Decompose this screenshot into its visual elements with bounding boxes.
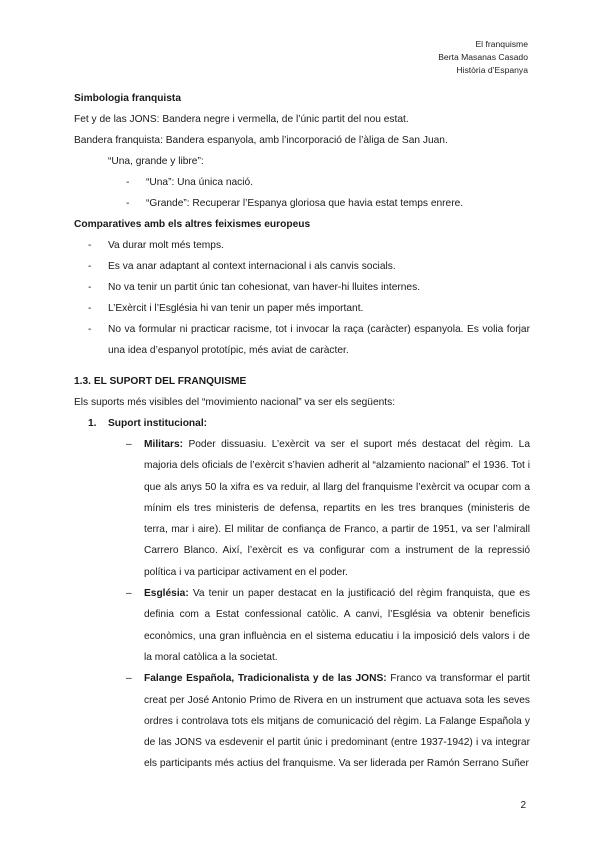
bullet-dash: - [88,240,92,251]
bullet-dash: - [88,324,92,335]
comparative-item [74,256,530,277]
support-falange-label: Falange Española, Tradicionalista y de las JONS: [144,673,387,685]
support-esglesia [74,583,530,668]
page-header [438,38,528,77]
comparatives-heading: Comparatives amb els altres feixismes europeus [74,219,311,230]
support-esglesia-text: Va tenir un paper destacat en la justificació del règim franquista, que es definia com a Estat confessional catòlic. A canvi, l’Església va obtenir beneficis econòmics, una gran influència en el sistema educatiu i la imposició dels valors i de la moral catòlica a la societat. [144,588,530,663]
motto-sub-item-text: “Grande”: Recuperar l’Espanya gloriosa que havia estat temps enrere. [146,198,464,209]
bullet-en-dash: – [126,588,132,600]
bullet-dash: - [126,177,130,188]
numbered-item [74,413,530,434]
numbered-item-label: Suport institucional: [108,418,208,429]
section-intro: Els suports més visibles del “movimiento nacional” va ser els següents: [74,397,396,408]
comparative-item-text: No va tenir un partit únic tan cohesionat, van haver-hi lluites internes. [108,282,421,293]
section-heading: 1.3. EL SUPORT DEL FRANQUISME [74,376,247,387]
item-number: 1. [88,418,97,429]
comparative-item [74,277,530,298]
bullet-dash: - [88,303,92,314]
document-body [74,88,530,775]
comparative-item-text: Es va anar adaptant al context internacional i als canvis socials. [108,261,396,272]
header-author: Berta Masanas Casado [438,52,528,62]
comparative-item [74,298,530,319]
support-militars-text: Poder dissuasiu. L’exèrcit va ser el suport més destacat del règim. La majoria dels oficials de l’exèrcit s’havien adherit al “alzamiento nacional” el 1936. Tot i que als anys 50 la xifra es va reduir, al llarg del franquisme l’exèrcit va ocupar com a mínim els tres ministeris de defensa, repartits en les tres branques (ministeris de terra, mar i aire). El militar de confiança de Franco, a partir de 1951, va ser l’almirall Carrero Blanco. Així, l’exèrcit es va configurar com a instrument de la repressió política i va participar activament en el poder. [144,439,530,578]
motto-sub-item-text: “Una”: Una única nació. [146,177,254,188]
comparative-item [74,235,530,256]
bullet-dash: - [88,261,92,272]
bullet-en-dash: – [126,439,132,450]
support-militars-label: Militars: [144,439,184,450]
bullet-dash: - [88,282,92,293]
spacer [74,361,530,371]
header-subject: Història d’Espanya [456,65,528,75]
page-number: 2 [520,800,526,811]
symbology-paragraph-1: Fet y de las JONS: Bandera negre i vermella, de l’únic partit del nou estat. [74,114,409,125]
motto-sub-item [74,172,530,193]
bullet-en-dash: – [126,673,132,685]
comparative-item-text: L’Exèrcit i l’Església hi van tenir un paper més important. [108,303,364,314]
symbology-heading: Simbologia franquista [74,93,181,104]
support-esglesia-label: Església: [144,588,189,600]
comparative-item [74,319,530,361]
comparative-item-text: Va durar molt més temps. [108,240,224,251]
symbology-paragraph-2: Bandera franquista: Bandera espanyola, amb l’incorporació de l’àliga de San Juan. [74,135,448,146]
motto-sub-item [74,193,530,214]
comparative-item-text: No va formular ni practicar racisme, tot i invocar la raça (caràcter) espanyola. Es volia forjar una idea d’espanyol prototípic, més aviat de caràcter. [108,324,530,356]
symbology-motto: “Una, grande y libre”: [108,156,204,167]
bullet-dash: - [126,198,130,209]
support-falange [74,668,530,774]
support-falange-text: Franco va transformar el partit creat per José Antonio Primo de Rivera en un instrument que actuava sota les seves ordres i controlava tots els mitjans de comunicació del règim. La Falange Española y de las JONS va esdevenir el partit únic i predominant (entre 1937-1942) i va integrar els participants més actius del franquisme. Va ser liderada per Ramón Serrano Suñer [144,673,530,770]
header-title: El franquisme [475,39,528,49]
support-militars [74,434,530,583]
